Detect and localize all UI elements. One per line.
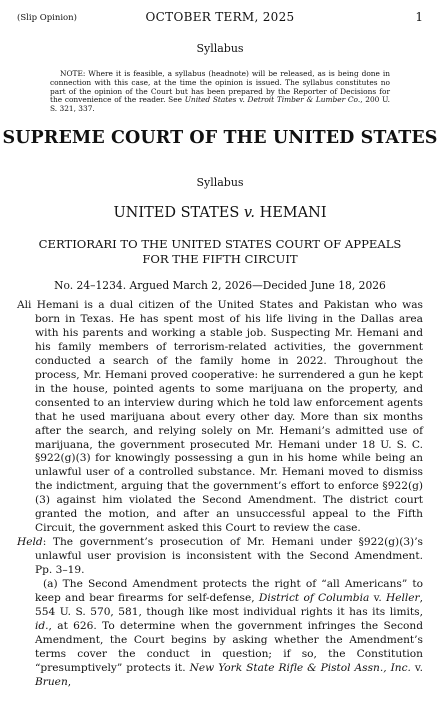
point-a-id: id. (35, 619, 49, 632)
note-text: NOTE: Where it is feasible, a syllabus (headnote) will be released, as is being done in connection with this case, at the time the opinion is issued. The syllabus constitutes no part of the opinion of the Court but has been prepared by the Reporter of Decisions for the convenience of the reader. See (50, 69, 390, 105)
facts-paragraph: Ali Hemani is a dual citizen of the United States and Pakistan who was born in Texas. He has spent most of his life living in the Dallas area with his parents and working a stable job. Suspecting Mr. Hemani and his family members of terrorism-related activities, the government conducted a search of the family home in 2022. Throughout the process, Mr. Hemani proved cooperative: he surrendered a gun he kept in the house, pointed agents to some marijuana on the property, and consented to an interview during which he told law enforcement agents that he used marijuana about every other day. More than six months after the search, and relying solely on Mr. Hemani’s admitted use of marijuana, the government prosecuted Mr. Hemani under 18 U. S. C. §922(g)(3) for knowingly possessing a gun in his home while being an unlawful user of a controlled substance. Mr. Hemani moved to dismiss the indictment, arguing that the government’s effort to enforce §922(g)(3) against him violated the Second Amendment. The district court granted the motion, and after an unsuccessful appeal to the Fifth Circuit, the government asked this Court to review the case. (17, 299, 423, 535)
running-header (17, 10, 423, 28)
point-a-case-1: District of Columbia (258, 592, 370, 605)
point-a-text-1: (a) The Second Amendment protects the right of “all Americans” to keep and bear firearms for self-defense, (35, 578, 423, 605)
case-title (0, 205, 440, 221)
case-party-1: UNITED STATES (113, 205, 244, 221)
court-name: SUPREME COURT OF THE UNITED STATES (2, 128, 438, 148)
slip-opinion-label: (Slip Opinion) (17, 13, 77, 23)
point-a-text-4: , (67, 675, 72, 688)
certiorari-line: CERTIORARI TO THE UNITED STATES COURT OF APPEALS FOR THE FIFTH CIRCUIT (38, 237, 402, 266)
note-citation-party: United States (184, 95, 237, 105)
point-a-paragraph (17, 578, 423, 690)
reporter-note (50, 70, 390, 114)
syllabus-heading: Syllabus (196, 42, 244, 55)
case-party-2: HEMANI (254, 205, 327, 221)
syllabus-body (17, 299, 423, 690)
case-versus: v. (243, 205, 255, 221)
point-a-versus-1: v. (369, 592, 386, 605)
docket-line: No. 24–1234. Argued March 2, 2026—Decided June 18, 2026 (54, 279, 386, 292)
point-a-case-2: New York State Rifle & Pistol Assn., Inc. (189, 661, 411, 674)
held-paragraph (17, 536, 423, 578)
note-citation-party2: Detroit Timber & Lumber Co. (247, 95, 361, 105)
held-label: Held (17, 536, 43, 549)
syllabus-heading-2: Syllabus (196, 176, 244, 189)
note-versus: v. (236, 95, 248, 105)
point-a-versus-2: v. (410, 661, 423, 674)
point-a-text-3: , at 626. To determine when the government infringes the Second Amendment, the Court begins by asking whether the Amendment’s terms cover the conduct in question; if so, the Constitution “presumptively” protects it. (35, 619, 423, 674)
page-number: 1 (415, 10, 423, 24)
held-text: : The government’s prosecution of Mr. Hemani under §922(g)(3)’s unlawful user provision is inconsistent with the Second Amendment. Pp. 3–19. (35, 536, 423, 577)
point-a-case-1b: Heller (386, 592, 420, 605)
point-a-text-2: , 554 U. S. 570, 581, though like most individual rights it has its limits, (35, 592, 423, 618)
note-citation-tail: , 200 U. S. 321, 337. (50, 95, 390, 114)
term-label: OCTOBER TERM, 2025 (145, 10, 295, 24)
point-a-case-2b: Bruen (35, 675, 68, 688)
